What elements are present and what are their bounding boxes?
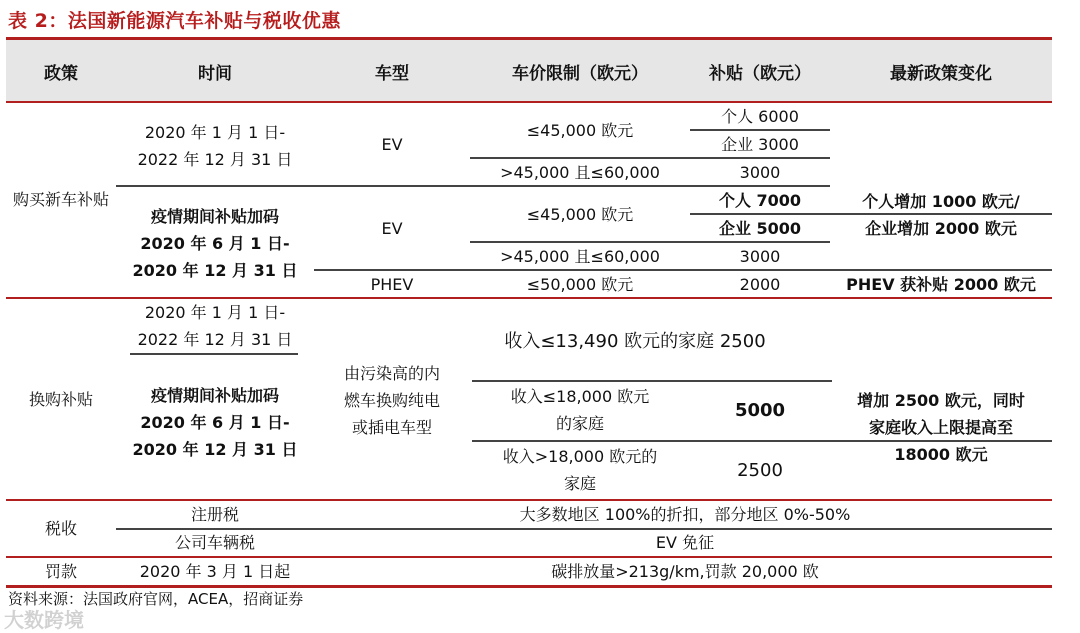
- tradein-time1-line1: 2020 年 1 月 1 日-: [144, 303, 286, 322]
- source-note: 资料来源：法国政府官网，ACEA，招商证券: [8, 590, 304, 608]
- purchase-period2-time-line3: 2020 年 12 月 31 日: [132, 260, 298, 280]
- tradein-row3-limit-line1: 收入>18,000 欧元的: [502, 447, 658, 466]
- purchase-period1-time: [116, 118, 314, 174]
- rule: [690, 213, 1052, 215]
- tradein-model-line1: 由污染高的内: [343, 363, 440, 383]
- purchase-period2-model: EV: [381, 218, 403, 238]
- policy-purchase: 购买新车补贴: [12, 190, 109, 209]
- table-title: 表 2：法国新能源汽车补贴与税收优惠: [8, 10, 341, 32]
- rule: [314, 269, 1052, 271]
- purchase-period2-price-b: >45,000 且≤60,000: [500, 247, 660, 266]
- tradein-row1-subsidy: 2500: [719, 330, 766, 352]
- purchase-period2-sub-company: 企业 5000: [718, 219, 802, 238]
- tradein-row3-limit: [470, 442, 690, 498]
- rule: [130, 353, 298, 355]
- rule: [470, 157, 830, 159]
- tradein-row1-limit-text: 收入≤13,490 欧元的家庭: [504, 330, 715, 352]
- purchase-period2-change-line2: 企业增加 2000 欧元: [865, 218, 1017, 238]
- purchase-period2-price-a: ≤45,000 欧元: [526, 204, 634, 224]
- rule: [690, 129, 830, 131]
- purchase-period2-time-line1: 疫情期间补贴加码: [150, 206, 279, 226]
- tradein-row2-limit-line1: 收入≤18,000 欧元: [510, 387, 650, 406]
- purchase-period2-change-line1: 个人增加 1000 欧元/: [862, 191, 1020, 211]
- purchase-period2-time: [116, 202, 314, 284]
- policy-tradein: 换购补贴: [28, 389, 93, 409]
- tradein-time2-line3: 2020 年 12 月 31 日: [132, 439, 298, 459]
- penalty-value: 碳排放量>213g/km,罚款 20,000 欧: [551, 562, 819, 581]
- purchase-period1-sub-b: 3000: [739, 163, 781, 182]
- header-policy: 政策: [44, 63, 78, 84]
- purchase-phev-subsidy: 2000: [739, 275, 781, 294]
- purchase-period1-price-b: >45,000 且≤60,000: [500, 163, 660, 182]
- tax-company-value: EV 免征: [655, 533, 715, 552]
- tradein-time2: [116, 372, 314, 472]
- policy-tax: 税收: [44, 518, 77, 538]
- header-price-limit: 车价限制（欧元）: [512, 63, 648, 84]
- header-latest-change: 最新政策变化: [890, 63, 992, 84]
- tradein-model-line2: 燃车换购纯电: [343, 390, 440, 410]
- purchase-period1-model: EV: [381, 134, 403, 154]
- tradein-row2-limit-line2: 的家庭: [555, 414, 604, 433]
- tradein-change: [830, 386, 1052, 468]
- purchase-period1-sub-company: 企业 3000: [721, 135, 799, 154]
- purchase-period1-sub-person: 个人 6000: [721, 107, 799, 126]
- tradein-change-line1: 增加 2500 欧元，同时: [857, 390, 1025, 410]
- tradein-time1: [116, 299, 314, 353]
- watermark: 大数跨境: [4, 608, 84, 632]
- tax-registration-label: 注册税: [190, 505, 239, 524]
- rule: [472, 380, 832, 382]
- tradein-change-line3: 18000 欧元: [894, 444, 988, 464]
- tax-company-label: 公司车辆税: [174, 533, 255, 552]
- tradein-row3-limit-line2: 家庭: [563, 474, 596, 493]
- header-bottom-rule: [6, 101, 1052, 103]
- tradein-time2-line1: 疫情期间补贴加码: [150, 385, 279, 405]
- tax-registration-value: 大多数地区 100%的折扣，部分地区 0%-50%: [519, 505, 851, 524]
- purchase-period1-price-a: ≤45,000 欧元: [526, 120, 634, 140]
- header-time: 时间: [198, 63, 232, 84]
- rule: [116, 185, 830, 187]
- tradein-row2-limit: [470, 382, 690, 438]
- purchase-phev-change: PHEV 获补贴 2000 欧元: [846, 275, 1036, 294]
- header-subsidy: 补贴（欧元）: [709, 63, 811, 84]
- policy-penalty: 罚款: [44, 562, 77, 581]
- tradein-row1-limit: [470, 326, 800, 356]
- purchase-period1-time-line2: 2022 年 12 月 31 日: [137, 150, 293, 169]
- header-model: 车型: [375, 63, 409, 84]
- tradein-time2-line2: 2020 年 6 月 1 日-: [140, 412, 290, 432]
- purchase-period2-sub-b: 3000: [739, 247, 781, 266]
- tradein-model-line3: 或插电车型: [351, 417, 432, 437]
- tradein-model: [314, 358, 470, 442]
- penalty-time: 2020 年 3 月 1 日起: [139, 562, 291, 581]
- purchase-phev-price: ≤50,000 欧元: [526, 275, 634, 294]
- purchase-period2-time-line2: 2020 年 6 月 1 日-: [140, 233, 290, 253]
- tradein-row3-subsidy: 2500: [737, 459, 783, 481]
- tradein-time1-line2: 2022 年 12 月 31 日: [137, 330, 293, 349]
- purchase-phev-model: PHEV: [370, 275, 414, 294]
- rule: [470, 241, 830, 243]
- tradein-row2-subsidy: 5000: [734, 399, 786, 421]
- tradein-change-line2: 家庭收入上限提高至: [868, 417, 1013, 437]
- purchase-period1-time-line1: 2020 年 1 月 1 日-: [144, 123, 286, 142]
- rule: [472, 440, 1052, 442]
- purchase-period2-sub-person: 个人 7000: [718, 191, 802, 210]
